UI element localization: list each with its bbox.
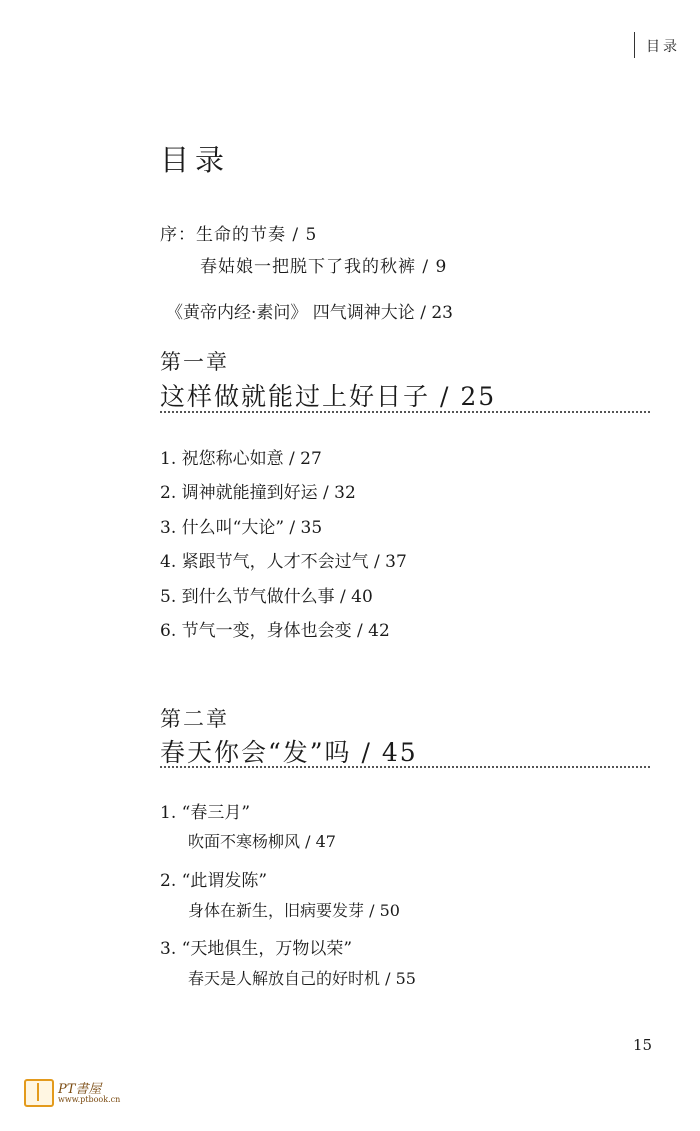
chapter-divider xyxy=(160,411,650,413)
toc-item[interactable]: 3. 什么叫“大论” / 35 xyxy=(160,518,323,538)
logo-url: www.ptbook.cn xyxy=(58,1095,121,1104)
toc-item[interactable]: 1. 祝您称心如意 / 27 xyxy=(160,449,322,469)
page-title: 目录 xyxy=(160,143,231,177)
book-icon xyxy=(24,1079,54,1107)
toc-item-sub[interactable]: 春天是人解放自己的好时机 / 55 xyxy=(188,969,416,988)
chapter-label: 第一章 xyxy=(160,350,229,374)
publisher-logo xyxy=(20,1075,160,1115)
chapter-label: 第二章 xyxy=(160,707,229,731)
toc-item[interactable]: 4. 紧跟节气，人才不会过气 / 37 xyxy=(160,552,407,572)
running-header: 目录 xyxy=(646,39,680,55)
toc-entry-classic[interactable]: 《黄帝内经·素问》 四气调神大论 / 23 xyxy=(166,303,453,323)
chapter-title[interactable]: 这样做就能过上好日子 / 25 xyxy=(160,382,497,411)
page-number: 15 xyxy=(633,1036,653,1054)
toc-item[interactable]: 1. “春三月” xyxy=(160,803,251,823)
toc-item-sub[interactable]: 身体在新生，旧病要发芽 / 50 xyxy=(188,901,400,920)
toc-item[interactable]: 2. “此谓发陈” xyxy=(160,871,268,891)
chapter-divider xyxy=(160,766,650,768)
chapter-title[interactable]: 春天你会“发”吗 / 45 xyxy=(160,738,418,767)
logo-name: PT書屋 xyxy=(58,1082,102,1097)
toc-item-sub[interactable]: 吹面不寒杨柳风 / 47 xyxy=(188,832,336,851)
header-divider xyxy=(634,32,635,58)
toc-item[interactable]: 6. 节气一变，身体也会变 / 42 xyxy=(160,621,390,641)
toc-entry-preface-sub[interactable]: 春姑娘一把脱下了我的秋裤 / 9 xyxy=(200,257,448,277)
toc-entry-preface[interactable]: 序：生命的节奏 / 5 xyxy=(160,225,318,245)
toc-item[interactable]: 3. “天地俱生，万物以荣” xyxy=(160,939,353,959)
toc-item[interactable]: 5. 到什么节气做什么事 / 40 xyxy=(160,587,373,607)
toc-item[interactable]: 2. 调神就能撞到好运 / 32 xyxy=(160,483,356,503)
